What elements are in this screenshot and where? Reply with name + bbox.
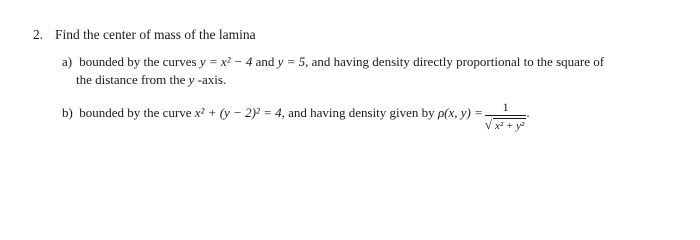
- part-a-line-1: [62, 54, 604, 70]
- part-a-text-3: the distance from the: [76, 72, 189, 87]
- part-b-text-1: bounded by the curve: [79, 104, 195, 120]
- part-b-curve: x² + (y − 2)² = 4: [194, 104, 282, 120]
- part-a-axis: y: [188, 72, 195, 87]
- problem-heading: [33, 27, 256, 43]
- part-a-and: and: [252, 54, 278, 69]
- problem-title: Find the center of mass of the lamina: [55, 27, 256, 42]
- part-b-end: .: [526, 104, 530, 120]
- density-fraction: [485, 101, 526, 133]
- part-b-line: [62, 98, 530, 130]
- fraction-denominator: [485, 116, 526, 133]
- radicand: x² + y²: [495, 120, 525, 132]
- part-a-curve-1: y = x² − 4: [199, 54, 253, 69]
- part-b-label: b): [62, 104, 73, 120]
- part-a-curve-2: y = 5: [277, 54, 306, 69]
- part-a-text-1: bounded by the curves: [79, 54, 200, 69]
- part-a-label: a): [62, 54, 73, 69]
- part-b-text-2: , and having density given by: [281, 104, 438, 120]
- fraction-numerator: 1: [485, 101, 526, 116]
- square-root-icon: √: [484, 117, 493, 132]
- part-a-line-2: [76, 72, 226, 88]
- density-function: ρ(x, y) =: [437, 104, 483, 120]
- part-a-text-2: , and having density directly proportional to the square of: [305, 54, 605, 69]
- part-a-text-4: -axis.: [194, 72, 227, 87]
- problem-number: 2.: [33, 27, 44, 42]
